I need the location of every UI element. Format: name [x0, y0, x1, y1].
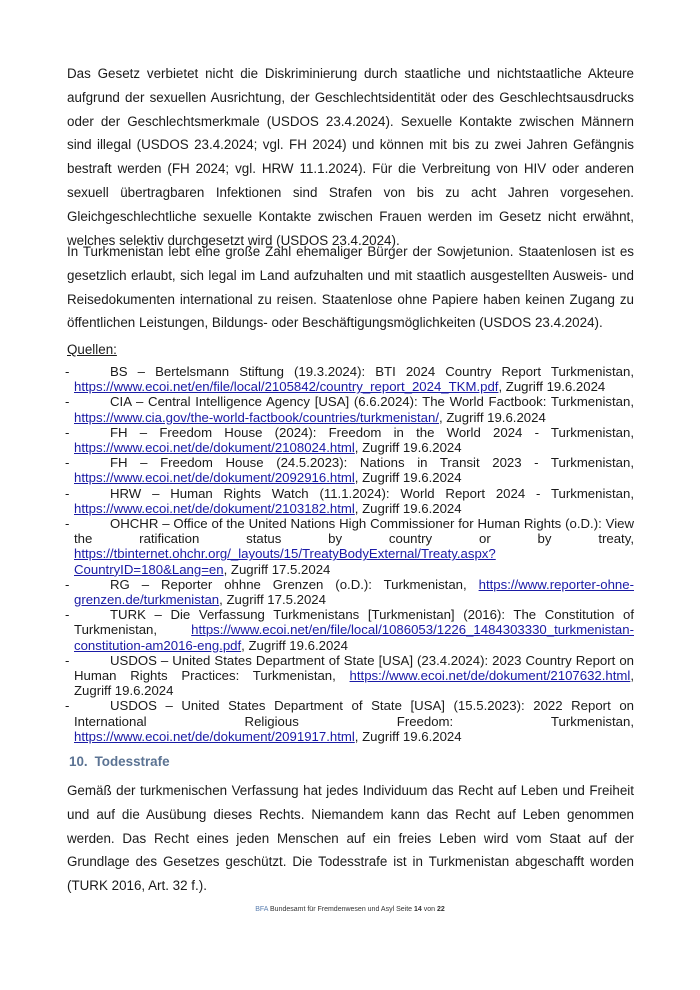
source-access: , Zugriff 19.6.2024 — [354, 470, 462, 486]
source-link[interactable]: https://www.ecoi.net/de/dokument/2107632.html — [349, 668, 631, 684]
footer-org: Bundesamt für Fremdenwesen und Asyl Seite — [268, 906, 414, 913]
source-item — [67, 425, 634, 455]
section-title: Todesstrafe — [94, 754, 170, 769]
footer-of: von — [421, 906, 437, 913]
source-item — [67, 607, 634, 653]
page-footer — [0, 906, 700, 913]
source-item — [67, 577, 634, 607]
paragraph-lgbt-law: Das Gesetz verbietet nicht die Diskriminierung durch staatliche und nichtstaatliche Akteure aufgrund der sexuellen Ausrichtung, der Geschlechtsidentität oder des Geschlechtsausdrucks oder der Geschlechtsmerkmale (USDOS 23.4.2024). Sexuelle Kontakte zwischen Männern sind illegal (USDOS 23.4.2024; vgl. FH 2024) und können mit bis zu zwei Jahren Gefängnis bestraft werden (FH 2024; vgl. HRW 11.1.2024). Für die Verbreitung von HIV oder anderen sexuell übertragbaren Infektionen sind Strafen von bis zu acht Jahren vorgesehen. Gleichgeschlechtliche sexuelle Kontakte zwischen Frauen werden im Gesetz nicht erwähnt, welches selektiv durchgesetzt wird (USDOS 23.4.2024). — [67, 66, 634, 248]
sources-label: Quellen: — [67, 342, 117, 357]
source-link[interactable]: https://www.ecoi.net/en/file/local/1086053/1226_1484303330_turkmenistan-constitution-am2016-eng.pdf — [74, 622, 634, 653]
source-link[interactable]: https://www.ecoi.net/en/file/local/2105842/country_report_2024_TKM.pdf — [74, 379, 499, 395]
source-text: FH – Freedom House (2024): Freedom in the World 2024 - Turkmenistan, — [110, 424, 634, 440]
dash-bullet: - — [65, 516, 70, 532]
source-item — [67, 653, 634, 699]
source-access: , Zugriff 19.6.2024 — [74, 668, 634, 699]
dash-bullet: - — [65, 485, 70, 501]
source-link[interactable]: https://www.ecoi.net/de/dokument/2103182.html — [74, 500, 355, 516]
source-access: , Zugriff 19.6.2024 — [354, 500, 462, 516]
sources-list — [67, 364, 634, 744]
source-text: USDOS – United States Department of State [USA] (15.5.2023): 2022 Report on International Religious Freedom: Turkmenistan, — [74, 698, 634, 729]
source-item — [67, 698, 634, 744]
bfa-logo: BFA — [255, 906, 269, 913]
source-text: RG – Reporter ohhne Grenzen (o.D.): Turkmenistan, — [110, 576, 479, 592]
dash-bullet: - — [65, 652, 70, 668]
dash-bullet: - — [65, 394, 70, 410]
source-item — [67, 394, 634, 424]
source-item — [67, 455, 634, 485]
source-link[interactable]: https://www.cia.gov/the-world-factbook/countries/turkmenistan/ — [74, 409, 440, 425]
page-number: 14 — [413, 906, 422, 913]
source-item — [67, 486, 634, 516]
source-access: , Zugriff 19.6.2024 — [241, 637, 348, 653]
source-access: , Zugriff 19.6.2024 — [354, 728, 462, 744]
source-access: , Zugriff 19.6.2024 — [439, 409, 546, 425]
dash-bullet: - — [65, 576, 70, 592]
paragraph-death-penalty: Gemäß der turkmenischen Verfassung hat jedes Individuum das Recht auf Leben und Freiheit und auf die Ausübung dieses Rechts. Niemandem kann das Recht auf Leben genommen werden. Das Recht eines jeden Menschen auf ein freies Leben wird vom Staat auf der Grundlage des Gesetzes geschützt. Die Todesstrafe ist in Turkmenistan abgeschafft worden (TURK 2016, Art. 32 f.). — [67, 783, 634, 894]
dash-bullet: - — [65, 698, 70, 714]
source-access: , Zugriff 19.6.2024 — [354, 440, 462, 456]
source-text: USDOS – United States Department of State [USA] (23.4.2024): 2023 Country Report on Human Rights Practices: Turkmenistan, — [74, 652, 634, 684]
source-link[interactable]: https://tbinternet.ohchr.org/_layouts/15/TreatyBodyExternal/Treaty.aspx?CountryID=180&Lang=en — [74, 546, 496, 577]
source-link[interactable]: https://www.ecoi.net/de/dokument/2092916.html — [74, 470, 355, 486]
dash-bullet: - — [65, 455, 70, 471]
source-text: OHCHR – Office of the United Nations High Commissioner for Human Rights (o.D.): View the ratification status by country or by treaty, — [74, 516, 634, 547]
source-text: TURK – Die Verfassung Turkmenistans [Turkmenistan] (2016): The Constitution of Turkmenistan, — [74, 607, 634, 638]
page-total: 22 — [436, 906, 445, 913]
paragraph-stateless: In Turkmenistan lebt eine große Zahl ehemaliger Bürger der Sowjetunion. Staatenlosen ist es gesetzlich erlaubt, sich legal im Land aufzuhalten und mit staatlich ausgestellten Ausweis- und Reisedokumenten international zu reisen. Staatenlose ohne Papiere haben keinen Zugang zu öffentlichen Leistungen, Bildungs- oder Beschäftigungsmöglichkeiten (USDOS 23.4.2024). — [67, 244, 634, 331]
source-access: , Zugriff 17.5.2024 — [219, 592, 326, 608]
section-heading — [69, 754, 170, 769]
source-link[interactable]: https://www.ecoi.net/de/dokument/2091917.html — [74, 728, 355, 744]
source-text: FH – Freedom House (24.5.2023): Nations in Transit 2023 - Turkmenistan, — [110, 455, 634, 471]
source-item — [67, 516, 634, 577]
source-access: , Zugriff 17.5.2024 — [223, 561, 331, 577]
dash-bullet: - — [65, 364, 70, 379]
source-text: HRW – Human Rights Watch (11.1.2024): World Report 2024 - Turkmenistan, — [110, 485, 634, 501]
source-text: CIA – Central Intelligence Agency [USA] (6.6.2024): The World Factbook: Turkmenistan, — [110, 394, 634, 410]
dash-bullet: - — [65, 607, 70, 623]
source-text: BS – Bertelsmann Stiftung (19.3.2024): BTI 2024 Country Report Turkmenistan, — [110, 364, 634, 379]
source-link[interactable]: https://www.ecoi.net/de/dokument/2108024.html — [74, 440, 355, 456]
source-link[interactable]: https://www.reporter-ohne-grenzen.de/turkmenistan — [74, 576, 634, 608]
section-number: 10. — [69, 754, 88, 769]
dash-bullet: - — [65, 424, 70, 440]
source-item — [67, 364, 634, 394]
source-access: , Zugriff 19.6.2024 — [498, 379, 606, 395]
